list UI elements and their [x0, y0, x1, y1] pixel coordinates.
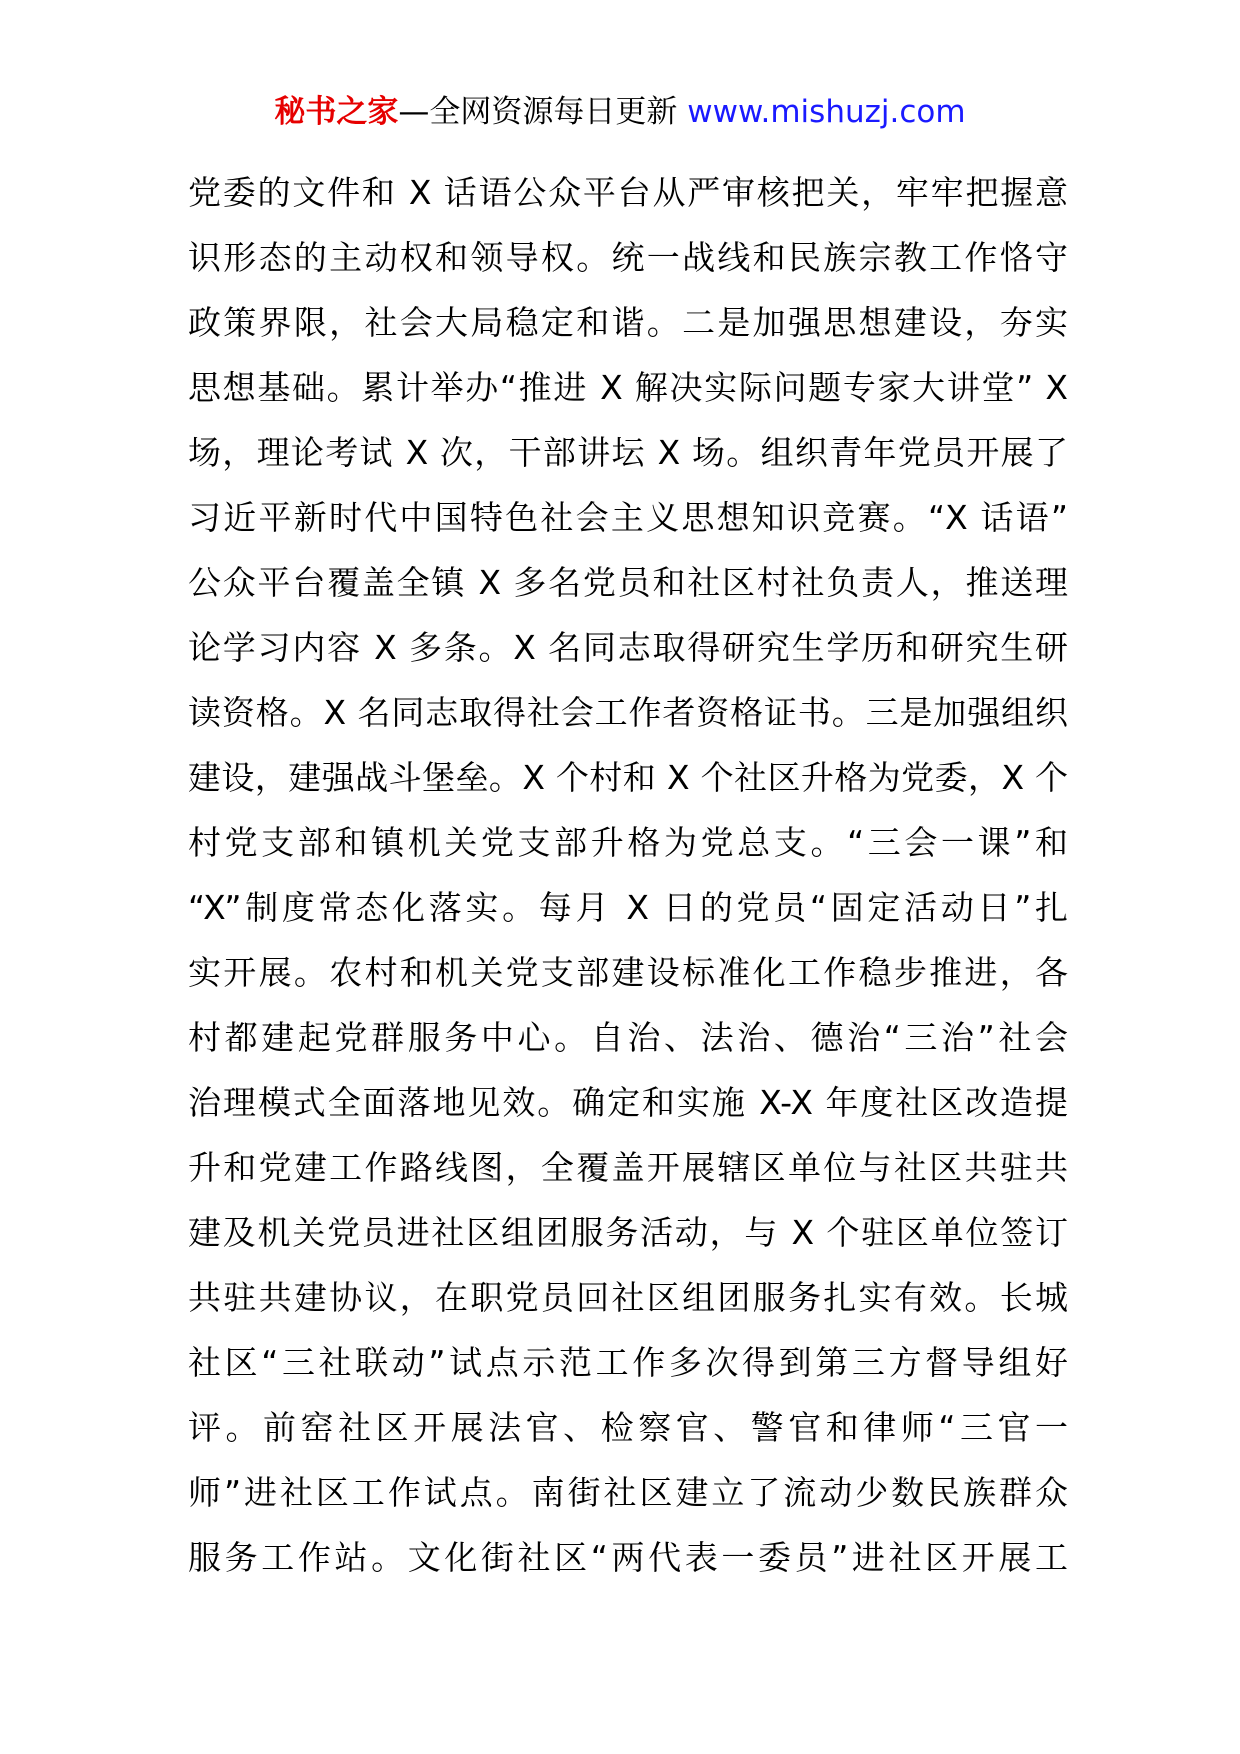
- text-line: 习近平新时代中国特色社会主义思想知识竞赛。“X 话语”: [188, 498, 1068, 537]
- text-line: 读资格。X 名同志取得社会工作者资格证书。三是加强组织: [188, 693, 1068, 732]
- text-line: 服务工作站。文化街社区“两代表一委员”进社区开展工: [188, 1538, 1068, 1577]
- site-brand: 秘书之家: [274, 94, 399, 130]
- text-line: 场，理论考试 X 次，干部讲坛 X 场。组织青年党员开展了: [188, 433, 1068, 472]
- site-url-link[interactable]: www.mishuzj.com: [687, 94, 966, 130]
- text-line: 师”进社区工作试点。南街社区建立了流动少数民族群众: [188, 1473, 1068, 1512]
- text-line: 论学习内容 X 多条。X 名同志取得研究生学历和研究生研: [188, 628, 1068, 667]
- site-tagline: —全网资源每日更新: [398, 94, 688, 130]
- text-line: 治理模式全面落地见效。确定和实施 X-X 年度社区改造提: [188, 1083, 1068, 1122]
- text-line: 公众平台覆盖全镇 X 多名党员和社区村社负责人，推送理: [188, 563, 1068, 602]
- text-line: 升和党建工作路线图，全覆盖开展辖区单位与社区共驻共: [188, 1148, 1068, 1187]
- text-line: 思想基础。累计举办“推进 X 解决实际问题专家大讲堂” X: [188, 368, 1068, 407]
- text-line: 共驻共建协议，在职党员回社区组团服务扎实有效。长城: [188, 1278, 1068, 1317]
- text-line: 政策界限，社会大局稳定和谐。二是加强思想建设，夯实: [188, 303, 1068, 342]
- text-line: 社区“三社联动”试点示范工作多次得到第三方督导组好: [188, 1343, 1068, 1382]
- text-line: 党委的文件和 X 话语公众平台从严审核把关，牢牢把握意: [188, 173, 1068, 212]
- text-line: 建设，建强战斗堡垒。X 个村和 X 个社区升格为党委，X 个: [188, 758, 1068, 797]
- document-body: [188, 160, 1068, 1590]
- text-line: “X”制度常态化落实。每月 X 日的党员“固定活动日”扎: [188, 888, 1068, 927]
- site-header: [0, 92, 1240, 132]
- text-line: 村党支部和镇机关党支部升格为党总支。“三会一课”和: [188, 823, 1068, 862]
- text-line: 识形态的主动权和领导权。统一战线和民族宗教工作恪守: [188, 238, 1068, 277]
- text-line: 评。前窑社区开展法官、检察官、警官和律师“三官一: [188, 1408, 1068, 1447]
- text-line: 实开展。农村和机关党支部建设标准化工作稳步推进，各: [188, 953, 1068, 992]
- text-line: 建及机关党员进社区组团服务活动，与 X 个驻区单位签订: [188, 1213, 1068, 1252]
- text-line: 村都建起党群服务中心。自治、法治、德治“三治”社会: [188, 1018, 1068, 1057]
